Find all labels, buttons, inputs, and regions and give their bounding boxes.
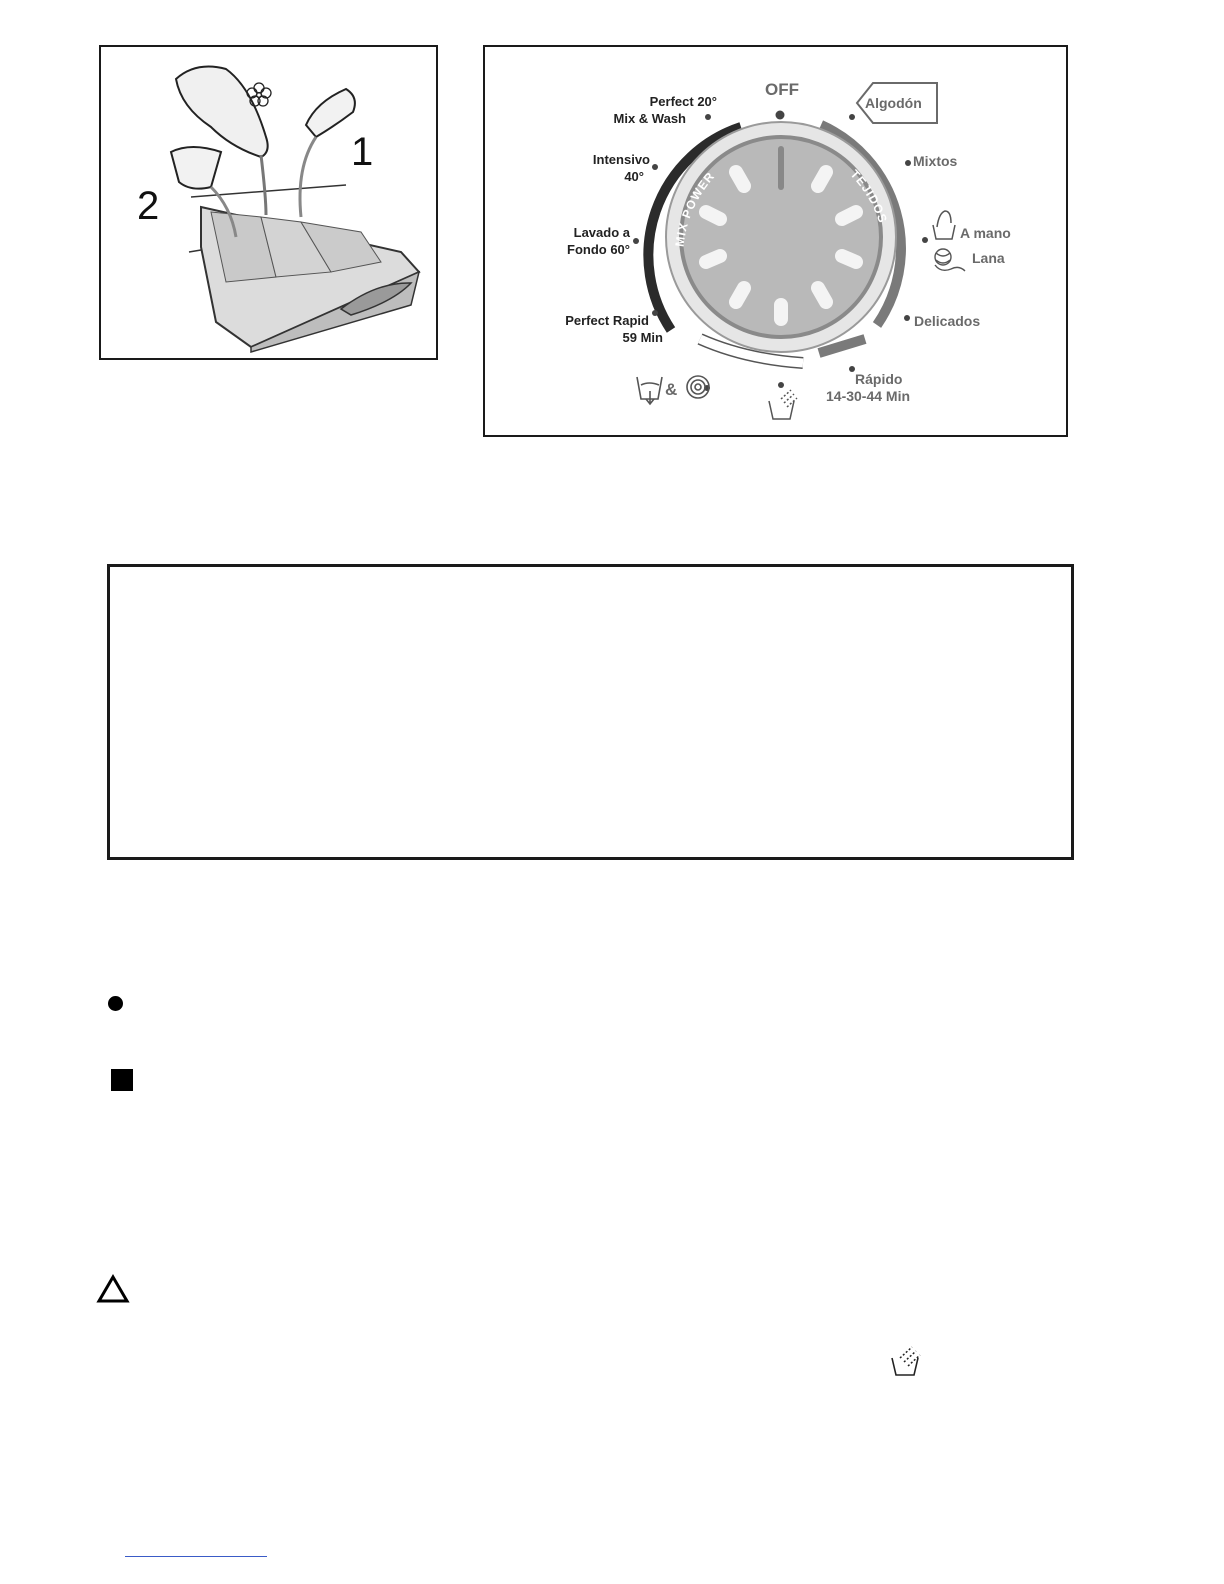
program-dial-figure	[483, 45, 1068, 437]
drawer-figure	[99, 45, 438, 360]
rapido-label: Rápido	[855, 371, 903, 387]
mixtos-label: Mixtos	[913, 153, 958, 169]
mix-power-title: MIX POWER	[672, 168, 718, 248]
info-box	[107, 564, 1074, 860]
pour-stream	[261, 155, 266, 215]
off-label: OFF	[765, 80, 799, 99]
spin-icon	[687, 376, 709, 398]
pour-stream	[300, 137, 316, 217]
mix-wash-label: Mix & Wash	[613, 111, 686, 126]
compartment-2-label: 2	[137, 184, 160, 228]
bullet-circle-icon	[108, 996, 123, 1011]
intensivo-label: Intensivo	[592, 152, 650, 167]
wool-icon	[935, 249, 965, 271]
detergent-cup-2	[171, 147, 221, 189]
drain-icon	[637, 377, 662, 404]
rinse-icon	[769, 390, 797, 419]
tejidos-title: TEJIDOS	[847, 166, 891, 226]
perfect20-label: Perfect 20°	[649, 94, 717, 109]
lavado-label: Lavado a	[573, 225, 630, 240]
drain-spin-amp: &	[665, 380, 678, 399]
machine-edge-line	[189, 250, 201, 252]
compartment-1-label: 1	[351, 130, 374, 174]
rinse-shower-icon	[888, 1344, 924, 1378]
link-underline[interactable]	[125, 1556, 267, 1557]
lavado-fondo-label: Fondo 60°	[567, 242, 630, 257]
lana-label: Lana	[972, 250, 1005, 266]
flower-icon	[247, 83, 271, 106]
program-dial-illustration	[485, 47, 1066, 435]
softener-bottle	[176, 67, 268, 157]
intensivo-temp-label: 40°	[624, 169, 644, 184]
detergent-cup-1	[306, 89, 355, 137]
detergent-drawer-illustration	[101, 47, 436, 358]
bullet-square-icon	[111, 1069, 133, 1091]
perfect-rapid-label: Perfect Rapid	[565, 313, 649, 328]
perfect-rapid-time-label: 59 Min	[622, 330, 663, 345]
a-mano-label: A mano	[960, 225, 1011, 241]
algodon-label: Algodón	[865, 95, 922, 111]
warning-triangle-icon	[96, 1274, 130, 1304]
delicados-label: Delicados	[914, 313, 981, 329]
rapido-time-label: 14-30-44 Min	[826, 388, 911, 404]
hand-wash-icon	[933, 211, 955, 239]
